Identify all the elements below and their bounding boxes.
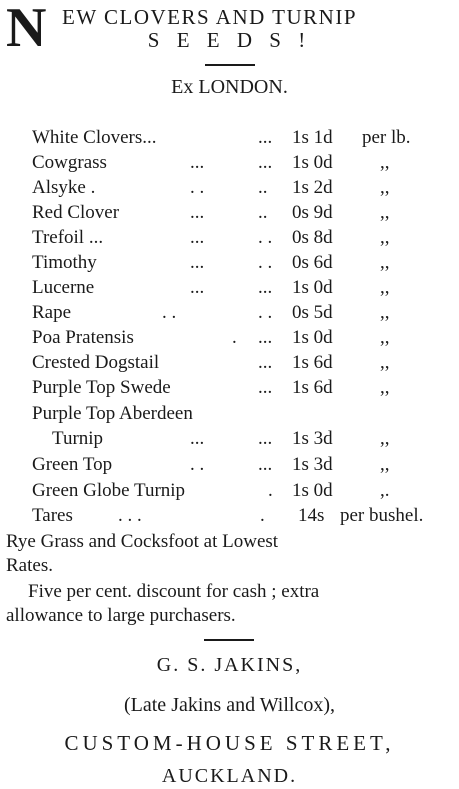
list-item bbox=[0, 426, 459, 451]
discount-line: Five per cent. discount for cash ; extra bbox=[28, 581, 320, 602]
item-price: 1s 0d bbox=[292, 152, 333, 173]
merchant-former-name: (Late Jakins and Willcox), bbox=[124, 694, 335, 716]
item-leader: .. bbox=[258, 177, 268, 198]
item-name: Tares bbox=[32, 505, 73, 526]
item-name: Green Top bbox=[32, 454, 113, 475]
divider-top bbox=[205, 64, 255, 66]
list-item bbox=[0, 325, 459, 350]
item-leader: ... bbox=[258, 352, 273, 373]
item-name: Alsyke . bbox=[32, 177, 96, 198]
item-leader: ... bbox=[190, 202, 205, 223]
item-name: Turnip bbox=[52, 428, 104, 449]
discount-line-2: allowance to large purchasers. bbox=[6, 605, 236, 626]
rye-grass-line: Rye Grass and Cocksfoot at Lowest bbox=[6, 531, 279, 552]
list-item bbox=[0, 452, 459, 477]
item-name: White Clovers... bbox=[32, 127, 157, 148]
item-name: Lucerne bbox=[32, 277, 95, 298]
item-price: 1s 6d bbox=[292, 352, 333, 373]
list-item bbox=[0, 350, 459, 375]
item-unit: ,, bbox=[380, 177, 390, 198]
item-name: Trefoil ... bbox=[32, 227, 104, 248]
item-leader: ... bbox=[190, 428, 205, 449]
item-leader: ... bbox=[190, 152, 205, 173]
item-leader: . . bbox=[258, 227, 273, 248]
item-leader: . . bbox=[162, 302, 177, 323]
item-price: 14s bbox=[298, 505, 325, 526]
item-name: Red Clover bbox=[32, 202, 120, 223]
item-leader: . . bbox=[258, 302, 273, 323]
item-leader: ... bbox=[190, 277, 205, 298]
item-leader: . bbox=[232, 327, 237, 348]
drop-cap: N bbox=[6, 0, 47, 59]
item-name: Timothy bbox=[32, 252, 97, 273]
item-leader: ... bbox=[258, 377, 273, 398]
list-item bbox=[0, 150, 459, 175]
list-item bbox=[0, 300, 459, 325]
item-price: 1s 3d bbox=[292, 428, 333, 449]
list-item bbox=[0, 200, 459, 225]
list-item bbox=[0, 125, 459, 150]
item-name: Crested Dogstail bbox=[32, 352, 160, 373]
item-leader: ... bbox=[190, 227, 205, 248]
merchant-street: CUSTOM-HOUSE STREET, bbox=[64, 731, 395, 755]
item-unit: ,, bbox=[380, 428, 390, 449]
item-unit: ,, bbox=[380, 277, 390, 298]
item-name: Purple Top Swede bbox=[32, 377, 171, 398]
item-price: 1s 1d bbox=[292, 127, 333, 148]
list-item bbox=[0, 175, 459, 200]
item-price: 0s 6d bbox=[292, 252, 333, 273]
item-name: Purple Top Aberdeen bbox=[32, 403, 193, 424]
headline-line-2: S E E D S ! bbox=[147, 28, 312, 52]
subheading: Ex LONDON. bbox=[171, 76, 288, 98]
item-price: 1s 0d bbox=[292, 327, 333, 348]
item-unit: per lb. bbox=[362, 127, 411, 148]
item-unit: ,, bbox=[380, 454, 390, 475]
item-price: 1s 0d bbox=[292, 480, 333, 501]
list-item bbox=[0, 275, 459, 300]
item-price: 1s 2d bbox=[292, 177, 333, 198]
list-item bbox=[0, 250, 459, 275]
item-leader: ... bbox=[258, 428, 273, 449]
item-unit: ,, bbox=[380, 252, 390, 273]
item-leader: . . . bbox=[118, 505, 142, 526]
item-leader: . . bbox=[258, 252, 273, 273]
item-price: 0s 5d bbox=[292, 302, 333, 323]
item-leader: ... bbox=[258, 127, 273, 148]
item-price: 1s 3d bbox=[292, 454, 333, 475]
headline-line-1: EW CLOVERS AND TURNIP bbox=[62, 5, 357, 29]
list-item bbox=[0, 401, 459, 426]
merchant-name: G. S. JAKINS, bbox=[156, 654, 303, 676]
item-unit: ,, bbox=[380, 302, 390, 323]
item-leader: . . bbox=[190, 454, 205, 475]
merchant-city: AUCKLAND. bbox=[161, 765, 298, 787]
item-leader: . bbox=[260, 505, 265, 526]
rye-grass-line-2: Rates. bbox=[6, 555, 53, 576]
item-unit: ,, bbox=[380, 352, 390, 373]
list-item bbox=[0, 503, 459, 528]
item-price: 1s 0d bbox=[292, 277, 333, 298]
list-item bbox=[0, 375, 459, 400]
item-name: Rape bbox=[32, 302, 72, 323]
list-item bbox=[0, 225, 459, 250]
item-leader: ... bbox=[258, 454, 273, 475]
item-leader: ... bbox=[258, 277, 273, 298]
item-name: Poa Pratensis bbox=[32, 327, 134, 348]
item-name: Cowgrass bbox=[32, 152, 107, 173]
item-unit: ,, bbox=[380, 152, 390, 173]
item-unit: per bushel. bbox=[340, 505, 424, 526]
item-price: 1s 6d bbox=[292, 377, 333, 398]
item-leader: . . bbox=[190, 177, 205, 198]
item-leader: ... bbox=[190, 252, 205, 273]
item-name: Green Globe Turnip bbox=[32, 480, 186, 501]
item-price: 0s 9d bbox=[292, 202, 333, 223]
item-unit: ,, bbox=[380, 327, 390, 348]
item-unit: ,, bbox=[380, 227, 390, 248]
item-price: 0s 8d bbox=[292, 227, 333, 248]
divider-bottom bbox=[204, 639, 254, 641]
item-leader: . bbox=[268, 480, 273, 501]
item-leader: ... bbox=[258, 152, 273, 173]
item-unit: ,, bbox=[380, 377, 390, 398]
item-unit: ,, bbox=[380, 202, 390, 223]
list-item bbox=[0, 478, 459, 503]
item-unit: ,. bbox=[380, 480, 390, 501]
item-leader: ... bbox=[258, 327, 273, 348]
item-leader: .. bbox=[258, 202, 268, 223]
